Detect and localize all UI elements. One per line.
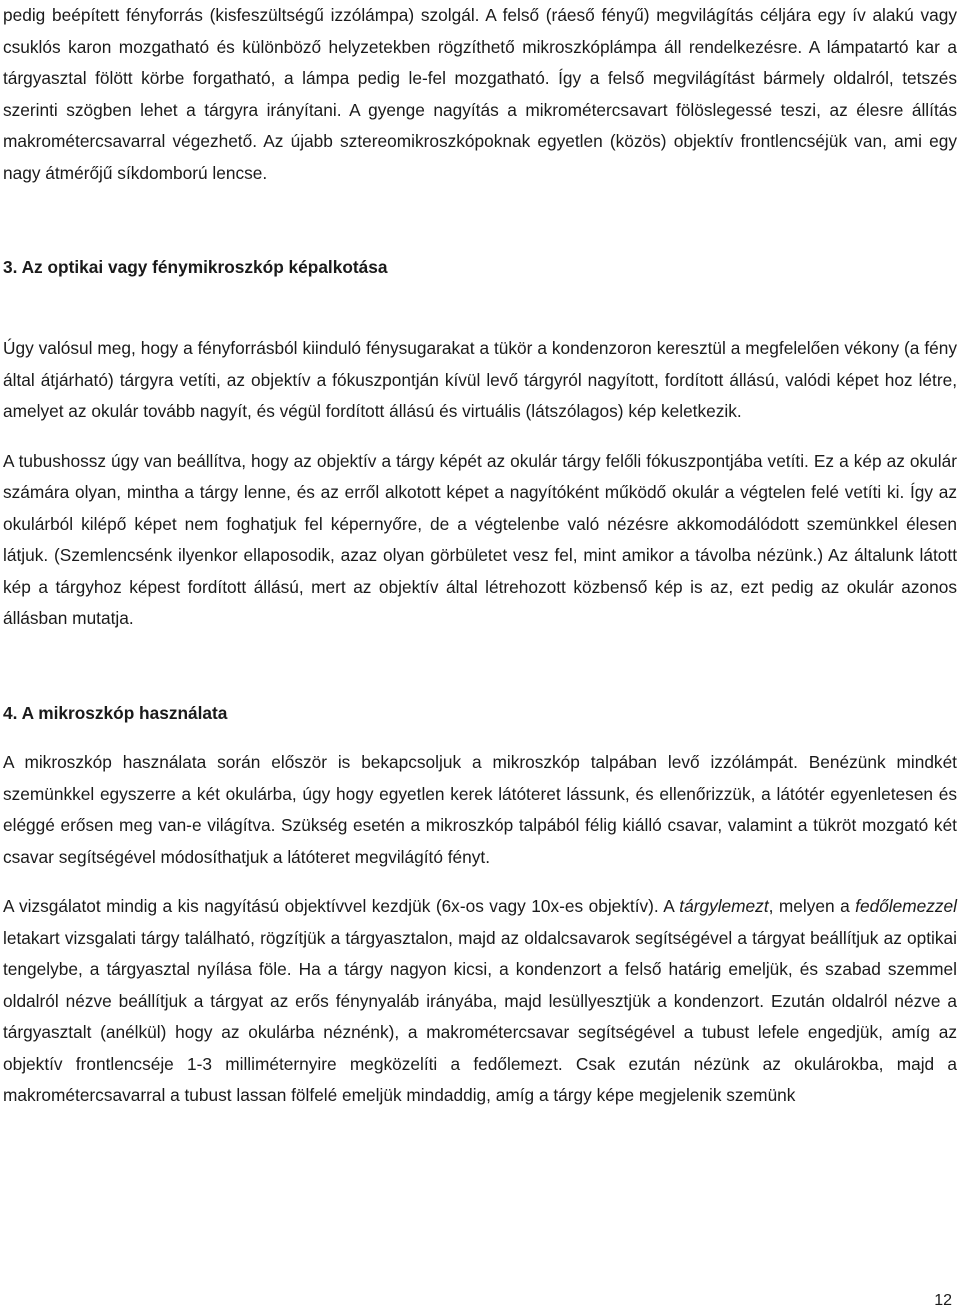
term-fedolemez: fedőlemezzel [855, 896, 957, 916]
spacer [3, 284, 957, 316]
section-4-paragraph-2 [3, 891, 957, 1112]
section-4-heading: 4. A mikroszkóp használata [3, 702, 228, 723]
spacer [3, 221, 957, 253]
document-page [3, 0, 957, 1112]
spacer [3, 729, 957, 747]
term-targylemez: tárgylemezt [679, 896, 769, 916]
section-4-paragraph-1: A mikroszkóp használata során először is bekapcsoljuk a mikroszkóp talpában levő izzólámpát. Benézünk mindkét szemünkkel egyszerre a két okulárba, úgy hogy egyetlen kerek látóteret lássunk, és ellenőrizzük, a látótér egyenletesen és eléggé erősen meg van-e világítva. Szükség esetén a mikroszkóp talpából félig kiálló csavar, valamint a tükröt mozgató két csavar segítségével módosíthatjuk a látóteret megvilágító fényt. [3, 752, 957, 867]
spacer [3, 315, 957, 333]
spacer [3, 635, 957, 667]
spacer [3, 666, 957, 698]
section-3-heading: 3. Az optikai vagy fénymikroszkóp képalkotása [3, 257, 388, 277]
page-number: 12 [934, 1292, 952, 1309]
spacer [3, 873, 957, 891]
paragraph-text: letakart vizsgalati tárgy található, rögzítjük a tárgyasztalon, majd az oldalcsavarok segítségével a tárgyat beállítjuk az optikai tengelybe, a tárgyasztal nyílása föle. Ha a tárgy nagyon kicsi, a kondenzort a felső határig emeljük, és szabad szemmel oldalról nézve beállítjuk a tárgyat az erős fénynyaláb irányába, majd lesüllyesztjük a kondenzort. Ezután oldalról nézve a tárgyasztalt (anélkül) hogy az okulárba néznénk), a makrométercsavar segítségével a tubust lefele engedjük, amíg az objektív frontlencséje 1-3 milliméternyire megközelíti a fedőlemezt. Csak ezután nézünk az okulárokba, majd a makrométercsavarral a tubust lassan fölfelé emeljük mindaddig, amíg a tárgy képe megjelenik szemünk [3, 927, 957, 1105]
section-3-paragraph-2: A tubushossz úgy van beállítva, hogy az objektív a tárgy képét az okulár tárgy felőli fókuszpontjába vetíti. Ez a kép az okulár számára olyan, mintha a tárgy lenne, és az erről alkotott képet a nagyítóként működő okulár a végtelen felé vetíti ki. Így az okulárból kilépő képet nem foghatjuk fel képernyőre, de a végtelenbe való nézésre akkomodálódott szemünkkel élesen látjuk. (Szemlencsénk ilyenkor ellaposodik, azaz olyan görbületet vesz fel, mint amikor a távolba nézünk.) Az általunk látott kép a tárgyhoz képest fordított állású, mert az objektív által létrehozott közbenső kép is az, ezt pedig az okulár azonos állásban mutatja. [3, 450, 957, 628]
continuation-paragraph: pedig beépített fényforrás (kisfeszültségű izzólámpa) szolgál. A felső (ráeső fényű) megvilágítás céljára egy ív alakú vagy csuklós karon mozgatható és különböző helyzetekben rögzíthető mikroszkóplámpa áll rendelkezésre. A lámpatartó kar a tárgyasztal fölött körbe forgatható, a lámpa pedig le-fel mozgatható. Így a felső megvilágítást bármely oldalról, tetszés szerinti szögben lehet a tárgyra irányítani. A gyenge nagyítás a mikrométercsavart fölöslegessé teszi, az élesre állítás makrométercsavarral végezhető. Az újabb sztereomikroszkópoknak egyetlen (közös) objektív frontlencséjük van, ami egy nagy átmérőjű síkdomború lencse. [3, 5, 957, 183]
spacer [3, 189, 957, 221]
spacer [3, 428, 957, 446]
paragraph-text: , melyen a [768, 896, 856, 916]
section-3-paragraph-1: Úgy valósul meg, hogy a fényforrásból kiinduló fénysugarakat a tükör a kondenzoron keresztül a megfelelően vékony (a fény által átjárható) tárgyra vetíti, az objektív a fókuszpontján kívül levő tárgyról nagyított, fordított állású, valódi képet hoz létre, amelyet az okulár tovább nagyít, és végül fordított állású és virtuális (látszólagos) kép keletkezik. [3, 338, 957, 421]
paragraph-text: A vizsgálatot mindig a kis nagyítású objektívvel kezdjük (6x-os vagy 10x-es objektív). A [3, 896, 680, 916]
